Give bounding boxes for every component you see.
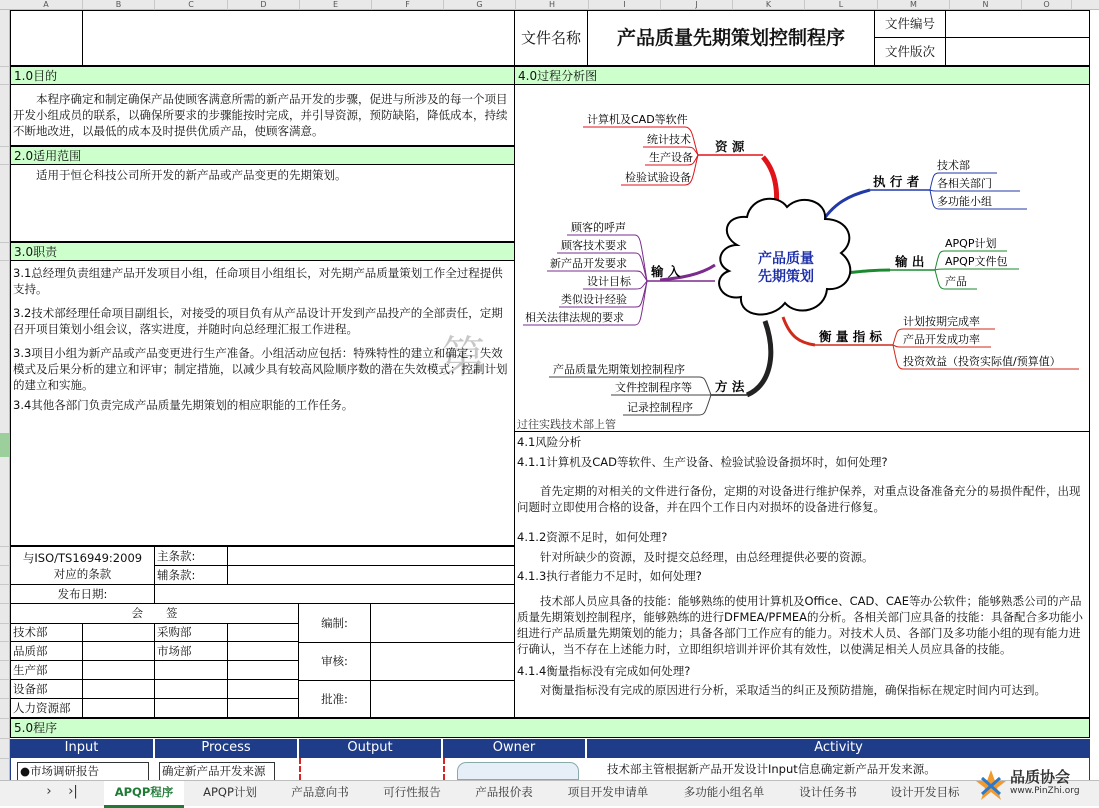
scope-text: 适用于恒仑科技公司所开发的新产品或产品变更的先期策划。 bbox=[13, 168, 347, 182]
output-item: APQP计划 bbox=[945, 237, 997, 250]
executor-item: 技术部 bbox=[937, 159, 970, 172]
resources-item: 生产设备 bbox=[649, 151, 693, 164]
sheet-tab-bar bbox=[0, 780, 1099, 806]
purpose-text: 本程序确定和制定确保产品使顾客满意所需的新产品开发的步骤，促进与所涉及的每一个项目开发小组成员的联系，以确保所要求的步骤能按时完成，并引导资源，预防缺陷，降低成本，持续不断地改进，以最低的成本及时提供优质产品，使顾客满意。 bbox=[13, 92, 508, 138]
doc-name-label: 文件名称 bbox=[514, 10, 588, 66]
doc-version-label: 文件版次 bbox=[874, 37, 946, 66]
column-header-cell[interactable]: N bbox=[950, 0, 1022, 10]
metrics-label: 衡 量 指 标 bbox=[819, 329, 883, 344]
scope-box bbox=[10, 164, 515, 242]
column-header-cell[interactable]: M bbox=[878, 0, 950, 10]
metrics-item: 产品开发成功率 bbox=[903, 333, 980, 346]
company-cell bbox=[82, 10, 515, 66]
main-clause-value[interactable] bbox=[227, 546, 515, 566]
sheet-tab[interactable]: 产品意向书 bbox=[291, 785, 349, 799]
column-header-cell[interactable]: H bbox=[516, 0, 589, 10]
risk-q2: 4.1.2资源不足时，如何处理? bbox=[517, 530, 668, 544]
scope-title: 2.0适用范围 bbox=[10, 146, 515, 165]
input-label: 输 入 bbox=[651, 264, 681, 279]
overlapped-text: 过往实践技术部上管 bbox=[517, 418, 616, 431]
input-branch bbox=[523, 220, 715, 325]
approve-label: 批准: bbox=[298, 680, 371, 718]
aux-clause-value[interactable] bbox=[227, 565, 515, 585]
release-date-label: 发布日期: bbox=[10, 584, 155, 604]
column-header-cell[interactable]: C bbox=[155, 0, 228, 10]
metrics-branch bbox=[815, 314, 1079, 369]
logo-cell bbox=[10, 10, 83, 66]
program-title: 5.0程序 bbox=[10, 718, 1090, 738]
column-header-cell[interactable]: A bbox=[10, 0, 83, 10]
risk-title: 4.1风险分析 bbox=[517, 435, 582, 449]
input-item: 设计目标 bbox=[587, 275, 631, 288]
doc-no-value[interactable] bbox=[945, 10, 1090, 38]
output-branch bbox=[890, 236, 1019, 289]
sheet-tab[interactable]: 多功能小组名单 bbox=[683, 785, 765, 799]
executor-item: 多功能小组 bbox=[937, 195, 992, 208]
row1-input[interactable]: ●市场调研报告 bbox=[17, 762, 149, 780]
method-branch bbox=[549, 362, 747, 415]
compile-label: 编制: bbox=[298, 603, 371, 643]
input-item: 相关法律法规的要求 bbox=[525, 311, 624, 324]
col-header-owner: Owner bbox=[443, 739, 587, 758]
aux-clause-label: 辅条款: bbox=[154, 565, 228, 585]
executor-label: 执 行 者 bbox=[873, 174, 920, 189]
review-label: 审核: bbox=[298, 642, 371, 681]
row1-activity: 技术部主管根据新产品开发设计Input信息确定新产品开发来源。 bbox=[607, 762, 936, 776]
site-logo bbox=[974, 764, 1098, 804]
mindmap-center-line: 产品质量 bbox=[758, 251, 814, 267]
compile-value[interactable] bbox=[370, 603, 515, 643]
risk-q1: 4.1.1计算机及CAD等软件、生产设备、检验试验设备损坏时，如何处理? bbox=[517, 455, 888, 469]
executor-item: 各相关部门 bbox=[937, 177, 992, 190]
column-header-cell[interactable]: O bbox=[1022, 0, 1072, 10]
method-item: 文件控制程序等 bbox=[615, 381, 692, 394]
column-header-cell[interactable]: F bbox=[372, 0, 444, 10]
col-header-output: Output bbox=[299, 739, 443, 758]
column-header-cell[interactable]: L bbox=[805, 0, 878, 10]
risk-a4: 对衡量指标没有完成的原因进行分析，采取适当的纠正及预防措施，确保指标在规定时间内可达到。 bbox=[517, 683, 1046, 697]
method-item: 记录控制程序 bbox=[627, 401, 693, 414]
duty-title: 3.0职责 bbox=[10, 242, 515, 261]
metrics-item: 计划按期完成率 bbox=[903, 315, 980, 328]
table-row bbox=[10, 758, 1090, 780]
input-item: 顾客技术要求 bbox=[561, 239, 627, 252]
column-header-cell[interactable]: E bbox=[300, 0, 372, 10]
mindmap-box bbox=[514, 84, 1090, 432]
logo-text: 品质协会 bbox=[1010, 768, 1071, 786]
output-label: 输 出 bbox=[895, 254, 925, 269]
signoff-dept: 技术部 bbox=[13, 625, 48, 639]
duty-box bbox=[10, 260, 515, 546]
sheet-tab-apqp-procedure[interactable]: APQP程序 bbox=[104, 781, 184, 808]
duty-p3: 3.3项目小组为新产品或产品变更进行生产准备。小组活动应包括：特殊特性的建立和确定；失效模式及后果分析的建立和评审；制定措施，以减少具有较高风险顺序数的潜在失效模式；控制计划的建立和实施。 bbox=[13, 346, 508, 392]
col-header-process: Process bbox=[155, 739, 299, 758]
logo-icon bbox=[974, 768, 1008, 802]
signoff-dept: 采购部 bbox=[157, 625, 192, 639]
scroll-prev-icon[interactable]: › bbox=[46, 784, 52, 799]
column-header-cell[interactable]: K bbox=[733, 0, 805, 10]
column-header-cell[interactable]: J bbox=[661, 0, 733, 10]
risk-a2: 针对所缺少的资源，及时提交总经理，由总经理提供必要的资源。 bbox=[517, 550, 874, 564]
input-item: 新产品开发要求 bbox=[550, 257, 627, 270]
row1-owner[interactable] bbox=[457, 762, 579, 780]
metrics-item: 投资效益（投资实际值/预算值） bbox=[903, 355, 1061, 368]
executor-branch bbox=[870, 158, 1027, 209]
resources-branch bbox=[583, 112, 763, 185]
signoff-dept: 人力资源部 bbox=[13, 701, 71, 715]
mindmap-center-line: 先期策划 bbox=[758, 269, 814, 285]
watermark-char: 第 bbox=[441, 332, 485, 383]
column-header-cell[interactable]: B bbox=[83, 0, 155, 10]
signoff-dept: 市场部 bbox=[157, 644, 192, 658]
resources-item: 统计技术 bbox=[647, 133, 691, 146]
input-item: 类似设计经验 bbox=[561, 293, 627, 306]
duty-p1: 3.1总经理负责组建产品开发项目小组，任命项目小组组长，对先期产品质量策划工作全过程提供支持。 bbox=[13, 266, 503, 296]
column-header-cell[interactable]: G bbox=[444, 0, 516, 10]
duty-p2: 3.2技术部经理任命项目副组长，对接受的项目负有从产品设计开发到产品投产的全部责任，定期召开项目策划小组会议，落实进度，并随时向总经理汇报工作进程。 bbox=[13, 306, 503, 336]
purpose-title: 1.0目的 bbox=[10, 66, 515, 85]
risk-q4: 4.1.4衡量指标没有完成如何处理? bbox=[517, 664, 691, 678]
purpose-box bbox=[10, 84, 515, 146]
sheet-tab[interactable]: 设计开发目标 bbox=[890, 785, 960, 799]
signoff-dept: 生产部 bbox=[13, 663, 48, 677]
sheet-tab[interactable]: APQP计划 bbox=[203, 785, 257, 799]
resources-label: 资 源 bbox=[715, 139, 745, 154]
sheet-tab[interactable]: 项目开发申请单 bbox=[567, 785, 649, 799]
output-item: 产品 bbox=[945, 275, 967, 288]
selected-row-marker bbox=[0, 433, 10, 457]
method-label: 方 法 bbox=[715, 379, 745, 394]
risk-a1: 首先定期的对相关的文件进行备份，定期的对设备进行维护保养，对重点设备准备充分的易损件配件，出现问题时立即使用合格的设备，并在四个工作日内对损坏的设备进行修复。 bbox=[517, 484, 1081, 514]
input-item: 顾客的呼声 bbox=[571, 221, 626, 234]
approve-value[interactable] bbox=[370, 680, 515, 718]
row1-process[interactable]: 确定新产品开发来源 bbox=[159, 762, 275, 780]
column-header-cell[interactable]: D bbox=[228, 0, 300, 10]
doc-version-value[interactable] bbox=[945, 37, 1090, 66]
resources-item: 计算机及CAD等软件 bbox=[587, 113, 688, 126]
review-value[interactable] bbox=[370, 642, 515, 681]
process-title: 4.0过程分析图 bbox=[514, 66, 1090, 85]
main-clause-label: 主条款: bbox=[154, 546, 228, 566]
method-item: 产品质量先期策划控制程序 bbox=[553, 363, 685, 376]
signoff-dept: 设备部 bbox=[13, 682, 48, 696]
doc-title: 产品质量先期策划控制程序 bbox=[587, 10, 875, 66]
col-header-input: Input bbox=[10, 739, 155, 758]
scroll-last-icon[interactable]: ›| bbox=[68, 784, 78, 799]
sheet-tab[interactable]: 可行性报告 bbox=[383, 785, 441, 799]
signoff-dept: 品质部 bbox=[13, 644, 48, 658]
col-header-activity: Activity bbox=[587, 739, 1090, 758]
column-header-bar bbox=[0, 0, 1099, 10]
iso-label: 与ISO/TS16949:2009 对应的条款 bbox=[10, 546, 155, 585]
doc-no-label: 文件编号 bbox=[874, 10, 946, 38]
column-header-cell[interactable]: I bbox=[589, 0, 661, 10]
risk-q3: 4.1.3执行者能力不足时，如何处理? bbox=[517, 569, 702, 583]
risk-a3: 技术部人员应具备的技能：能够熟练的使用计算机及Office、CAD、CAE等办公软件；能够熟悉公司的产品质量先期策划控制程序，能够熟练的进行DFMEA/PFMEA的分析。各相关部门应具备的技能：具备配合多功能小组进行产品质量先期策划的能力；具备各部门工作应有的能力。对技术人员、各部门及多功能小组的现有能力进行确认，当不存在上述能力时，立即组织培训并评价其有效性，以使满足相关人员应具备的技能。 bbox=[517, 594, 1083, 656]
duty-p4: 3.4其他各部门负责完成产品质量先期策划的相应职能的工作任务。 bbox=[13, 398, 354, 412]
sheet-tab[interactable]: 产品报价表 bbox=[475, 785, 533, 799]
mindmap-diagram bbox=[515, 85, 1090, 432]
signoff-title: 会 签 bbox=[131, 606, 178, 620]
logo-url: www.PinZhi.org bbox=[1010, 786, 1080, 796]
sheet-tab[interactable]: 设计任务书 bbox=[799, 785, 857, 799]
output-item: APQP文件包 bbox=[945, 255, 1008, 268]
resources-item: 检验试验设备 bbox=[625, 171, 691, 184]
release-date-value[interactable] bbox=[154, 584, 515, 604]
row-header-bar bbox=[0, 10, 10, 780]
risk-box bbox=[514, 431, 1090, 718]
